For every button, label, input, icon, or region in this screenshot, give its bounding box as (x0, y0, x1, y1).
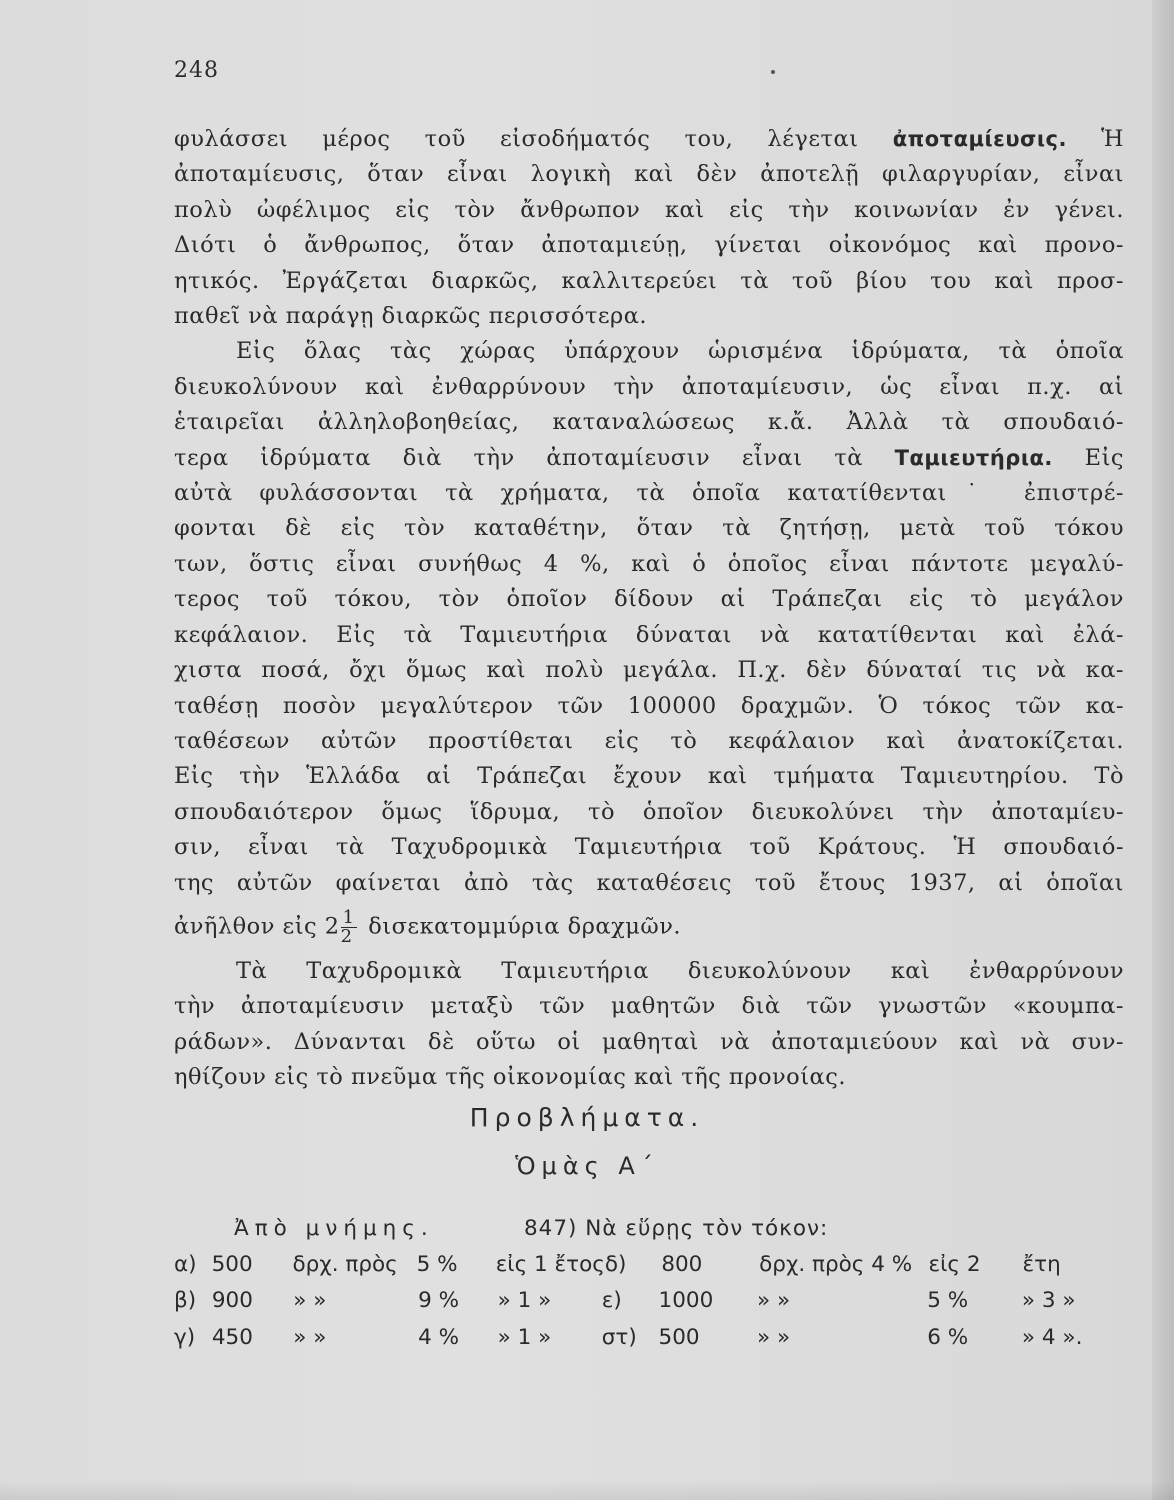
text-line: των, ὅστις εἶναι συνήθως 4 %, καὶ ὁ ὁποῖος εἶναι πάντοτε μεγαλύ- (174, 550, 1124, 577)
text-line: ἑταιρεῖαι ἀλληλοβοηθείας, καταναλώσεως κ.ἄ. Ἀλλὰ τὰ σπουδαιό- (174, 409, 1124, 436)
bold-term: Ταμιευτήρια. (894, 445, 1053, 470)
problems-label: Ἀπὸ μνήμης. (234, 1215, 434, 1241)
text-line: Εἰς τὴν Ἑλλάδα αἱ Τράπεζαι ἔχουν καὶ τμήματα Ταμιευτηρίου. Τὸ (174, 763, 1124, 790)
print-speck (771, 70, 775, 74)
problems-list (174, 1210, 1126, 1356)
bold-term: ἀποταμίευσις. (892, 127, 1067, 151)
text-line: ητικός. Ἐργάζεται διαρκῶς, καλλιτερεύει τὰ τοῦ βίου του καὶ προσ- (174, 267, 1124, 294)
text-line: παθεῖ νὰ παράγῃ διαρκῶς περισσότερα. (174, 303, 648, 330)
page-number: 248 (174, 58, 219, 83)
text-line: Διότι ὁ ἄνθρωπος, ὅταν ἀποταμιεύῃ, γίνεται οἰκονόμος καὶ προνο- (174, 232, 1124, 259)
problem-row: β) 900 » » 9 % » 1 » ε) 1000 » » 5 % » 3 » (174, 1288, 1076, 1314)
fraction: $\frac{1}{2}$ (340, 906, 355, 947)
section-title: Προβλήματα. (469, 1103, 705, 1132)
text-line: Εἰς ὅλας τὰς χώρας ὑπάρχουν ὡρισμένα ἱδρύματα, τὰ ὁποῖα (236, 338, 1124, 365)
group-title: Ὁμὰς Α΄ (515, 1152, 659, 1180)
text-line: πολὺ ὠφέλιμος εἰς τὸν ἄνθρωπον καὶ εἰς τὴν κοινωνίαν ἐν γένει. (174, 196, 1124, 223)
text-line: Τὰ Ταχυδρομικὰ Ταμιευτήρια διευκολύνουν καὶ ἐνθαρρύνουν (236, 957, 1124, 984)
text-line: ηθίζουν εἰς τὸ πνεῦμα τῆς οἰκονομίας καὶ τῆς προνοίας. (174, 1064, 846, 1091)
text-line: τερος τοῦ τόκου, τὸν ὁποῖον δίδουν αἱ Τράπεζαι εἰς τὸ μεγάλον (174, 586, 1124, 613)
problem-row: γ) 450 » » 4 % » 1 » στ) 500 » » 6 % » 4 ». (174, 1324, 1083, 1350)
problem-row: α) 500 δρχ. πρὸς 5 % εἰς 1 ἔτος δ) 800 δρχ. πρὸς 4 % εἰς 2 ἔτη (174, 1251, 1061, 1277)
text-line: τερα ἱδρύματα διὰ τὴν ἀποταμίευσιν εἶναι τὰ Ταμιευτήρια. Εἰς (174, 444, 1124, 471)
problems-intro: 847) Νὰ εὕρῃς τὸν τόκον: (524, 1215, 829, 1241)
text-line: αὐτὰ φυλάσσονται τὰ χρήματα, τὰ ὁποῖα κατατίθενται˙ ἐπιστρέ- (174, 480, 1124, 507)
text-line: τὴν ἀποταμίευσιν μεταξὺ τῶν μαθητῶν διὰ τῶν γνωστῶν «κουμπα- (174, 993, 1124, 1020)
problems-header (174, 1210, 1126, 1246)
text-line: ἀποταμίευσις, ὅταν εἶναι λογικὴ καὶ δὲν ἀποτελῇ φιλαργυρίαν, εἶναι (174, 161, 1124, 188)
text-line: κεφάλαιον. Εἰς τὰ Ταμιευτήρια δύναται νὰ κατατίθενται καὶ ἐλά- (174, 621, 1124, 648)
text-line: διευκολύνουν καὶ ἐνθαρρύνουν τὴν ἀποταμίευσιν, ὡς εἶναι π.χ. αἱ (174, 373, 1124, 400)
text-line: της αὐτῶν φαίνεται ἀπὸ τὰς καταθέσεις τοῦ ἔτους 1937, αἱ ὁποῖαι (174, 869, 1124, 896)
text-line: ἀνῆλθον εἰς 2 $\frac{1}{2}$ δισεκατομμύρια δραχμῶν. (174, 906, 682, 947)
body-text (174, 122, 1124, 1096)
text-line: σπουδαιότερον ὅμως ἵδρυμα, τὸ ὁποῖον διευκολύνει τὴν ἀποταμίευ- (174, 798, 1124, 825)
text-line: χιστα ποσά, ὄχι ὅμως καὶ πολὺ μεγάλα. Π.χ. δὲν δύναταί τις νὰ κα- (174, 657, 1124, 684)
text-line: σιν, εἶναι τὰ Ταχυδρομικὰ Ταμιευτήρια τοῦ Κράτους. Ἡ σπουδαιό- (174, 834, 1124, 861)
text-line: φονται δὲ εἰς τὸν καταθέτην, ὅταν τὰ ζητήσῃ, μετὰ τοῦ τόκου (174, 515, 1124, 542)
text-line: φυλάσσει μέρος τοῦ εἰσοδήματός του, λέγεται ἀποταμίευσις. Ἡ (174, 126, 1124, 152)
text-line: ράδων». Δύνανται δὲ οὕτω οἱ μαθηταὶ νὰ ἀποταμιεύουν καὶ νὰ συν- (174, 1028, 1124, 1055)
page-edge (1152, 0, 1174, 1500)
text-line: ταθέσεων αὐτῶν προστίθεται εἰς τὸ κεφάλαιον καὶ ἀνατοκίζεται. (174, 727, 1124, 754)
page-shadow (0, 1480, 1174, 1500)
text-line: ταθέσῃ ποσὸν μεγαλύτερον τῶν 100000 δραχμῶν. Ὁ τόκος τῶν κα- (174, 692, 1124, 719)
